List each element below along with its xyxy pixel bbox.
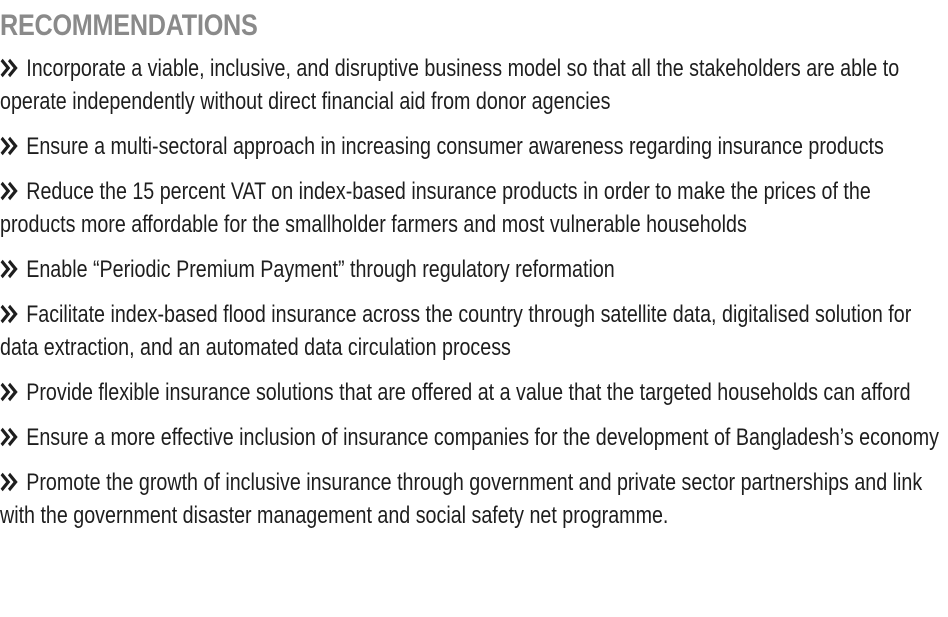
recommendation-text: Ensure a multi-sectoral approach in increasing consumer awareness regarding insurance products [26,133,884,160]
double-chevron-right-icon [0,382,20,402]
recommendation-item-2 [0,130,940,163]
recommendation-item-4 [0,253,940,286]
recommendation-item-6 [0,376,940,409]
recommendation-item-7 [0,421,940,454]
double-chevron-right-icon [0,136,20,156]
recommendation-item-1 [0,52,940,118]
double-chevron-right-icon [0,427,20,447]
double-chevron-right-icon [0,259,20,279]
recommendation-item-3 [0,175,940,241]
recommendation-text: Reduce the 15 percent VAT on index-based insurance products in order to make the prices of the products more affordable for the smallholder farmers and most vulnerable households [0,178,871,238]
recommendation-text: Ensure a more effective inclusion of insurance companies for the development of Bangladesh’s economy [26,424,939,451]
double-chevron-right-icon [0,304,20,324]
recommendations-list [0,52,944,532]
recommendation-text: Promote the growth of inclusive insurance through government and private sector partnerships and link with the government disaster management and social safety net programme. [0,469,923,529]
section-heading: RECOMMENDATIONS [0,9,258,42]
double-chevron-right-icon [0,181,20,201]
recommendation-text: Provide flexible insurance solutions that are offered at a value that the targeted households can afford [26,379,911,406]
recommendation-text: Enable “Periodic Premium Payment” through regulatory reformation [26,256,615,283]
recommendation-text: Incorporate a viable, inclusive, and disruptive business model so that all the stakeholders are able to operate independently without direct financial aid from donor agencies [0,55,900,115]
recommendation-item-5 [0,298,940,364]
recommendation-item-8 [0,466,940,532]
recommendation-text: Facilitate index-based flood insurance across the country through satellite data, digitalised solution for data extraction, and an automated data circulation process [0,301,912,361]
double-chevron-right-icon [0,58,20,78]
double-chevron-right-icon [0,472,20,492]
